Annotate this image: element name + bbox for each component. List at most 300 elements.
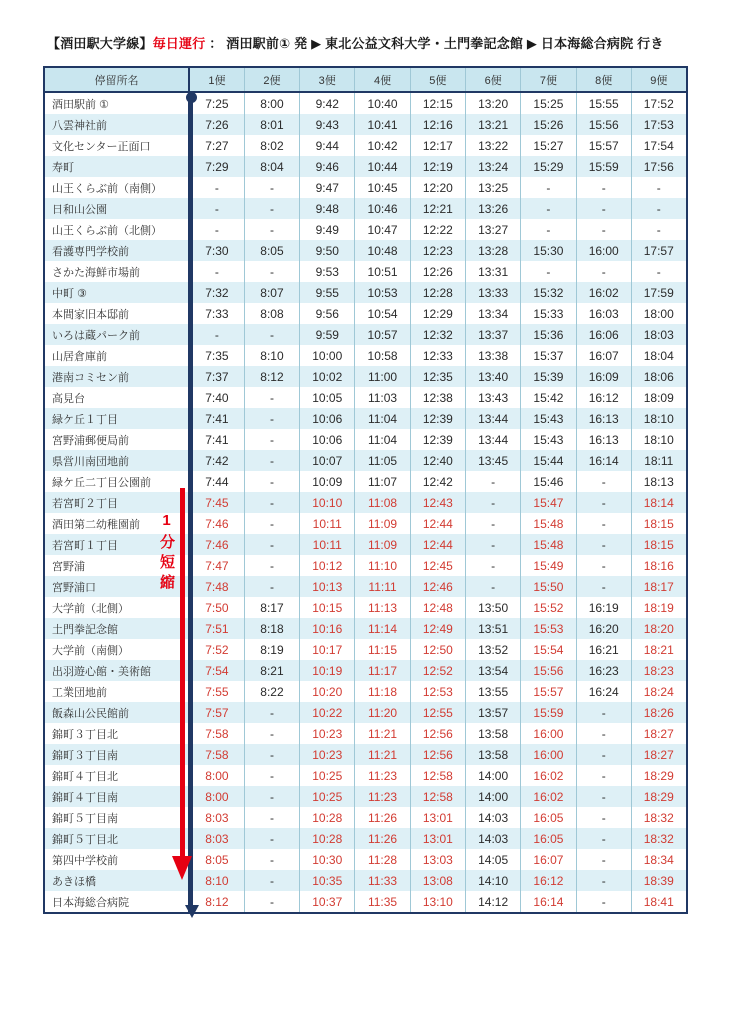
- time-cell: 7:35: [189, 345, 244, 366]
- time-cell: 15:33: [521, 303, 576, 324]
- trip-column-header: 4便: [355, 67, 410, 92]
- time-cell: 9:56: [300, 303, 355, 324]
- time-cell: 8:02: [244, 135, 299, 156]
- stop-row: [44, 219, 687, 240]
- stop-name-cell: 大学前（北側）: [44, 597, 189, 618]
- time-cell: 10:06: [300, 429, 355, 450]
- time-cell: 16:00: [521, 744, 576, 765]
- time-cell: 16:12: [521, 870, 576, 891]
- time-cell: -: [244, 177, 299, 198]
- time-cell: 13:25: [465, 177, 520, 198]
- time-cell: 16:02: [576, 282, 631, 303]
- stop-row: [44, 156, 687, 177]
- stop-row: [44, 177, 687, 198]
- time-cell: 12:26: [410, 261, 465, 282]
- time-cell: 14:05: [465, 849, 520, 870]
- stop-name-cell: 若宮町１丁目: [44, 534, 189, 555]
- stop-name-cell: 若宮町２丁目: [44, 492, 189, 513]
- time-cell: 15:50: [521, 576, 576, 597]
- stop-row: [44, 807, 687, 828]
- time-cell: 8:21: [244, 660, 299, 681]
- timetable-container: [43, 66, 688, 914]
- stop-row: [44, 240, 687, 261]
- time-cell: 13:44: [465, 429, 520, 450]
- time-cell: 15:27: [521, 135, 576, 156]
- time-cell: 7:26: [189, 114, 244, 135]
- title-route-description: 酒田駅前① 発 ▶ 東北公益文科大学・土門拳記念館 ▶ 日本海総合病院 行き: [226, 36, 664, 51]
- time-cell: 18:10: [631, 429, 686, 450]
- trip-column-header: 1便: [189, 67, 244, 92]
- stop-row: [44, 765, 687, 786]
- stop-row: [44, 534, 687, 555]
- time-cell: 9:49: [300, 219, 355, 240]
- stop-name-cell: 港南コミセン前: [44, 366, 189, 387]
- time-cell: -: [576, 870, 631, 891]
- time-cell: 15:52: [521, 597, 576, 618]
- time-cell: 7:42: [189, 450, 244, 471]
- page-title: [47, 33, 664, 52]
- time-cell: 10:48: [355, 240, 410, 261]
- time-cell: 11:14: [355, 618, 410, 639]
- time-cell: 10:46: [355, 198, 410, 219]
- time-cell: 10:19: [300, 660, 355, 681]
- time-cell: 13:01: [410, 807, 465, 828]
- stop-row: [44, 723, 687, 744]
- time-cell: 8:10: [244, 345, 299, 366]
- time-cell: -: [521, 219, 576, 240]
- time-cell: 16:06: [576, 324, 631, 345]
- time-cell: 11:13: [355, 597, 410, 618]
- time-cell: 10:47: [355, 219, 410, 240]
- time-cell: 13:38: [465, 345, 520, 366]
- time-cell: 18:24: [631, 681, 686, 702]
- time-cell: 16:12: [576, 387, 631, 408]
- time-cell: 11:21: [355, 744, 410, 765]
- time-cell: 14:00: [465, 765, 520, 786]
- time-cell: 11:35: [355, 891, 410, 913]
- time-cell: 15:32: [521, 282, 576, 303]
- time-cell: 18:04: [631, 345, 686, 366]
- stop-row: [44, 576, 687, 597]
- shortcut-annotation: 1分短縮: [158, 512, 175, 594]
- time-cell: 8:04: [244, 156, 299, 177]
- stop-row: [44, 849, 687, 870]
- stop-row: [44, 597, 687, 618]
- time-cell: 8:12: [189, 891, 244, 913]
- time-cell: 13:34: [465, 303, 520, 324]
- time-cell: 7:57: [189, 702, 244, 723]
- time-cell: -: [244, 555, 299, 576]
- time-cell: 17:59: [631, 282, 686, 303]
- stop-row: [44, 114, 687, 135]
- time-cell: 9:50: [300, 240, 355, 261]
- stop-row: [44, 198, 687, 219]
- time-cell: -: [465, 576, 520, 597]
- time-cell: 13:52: [465, 639, 520, 660]
- time-cell: 14:03: [465, 807, 520, 828]
- time-cell: 8:03: [189, 807, 244, 828]
- time-cell: 10:41: [355, 114, 410, 135]
- time-cell: 10:06: [300, 408, 355, 429]
- time-cell: 12:50: [410, 639, 465, 660]
- time-cell: 9:46: [300, 156, 355, 177]
- time-cell: 7:32: [189, 282, 244, 303]
- time-cell: 13:55: [465, 681, 520, 702]
- time-cell: 10:07: [300, 450, 355, 471]
- time-cell: -: [576, 807, 631, 828]
- time-cell: 8:08: [244, 303, 299, 324]
- stop-row: [44, 681, 687, 702]
- title-separator: ：: [205, 36, 227, 51]
- time-cell: 7:51: [189, 618, 244, 639]
- time-cell: 12:33: [410, 345, 465, 366]
- shortcut-arrow-line: [180, 488, 185, 856]
- time-cell: 18:26: [631, 702, 686, 723]
- time-cell: 14:00: [465, 786, 520, 807]
- time-cell: 11:23: [355, 765, 410, 786]
- time-cell: 18:15: [631, 513, 686, 534]
- time-cell: 11:04: [355, 408, 410, 429]
- time-cell: 7:33: [189, 303, 244, 324]
- trip-column-header: 6便: [465, 67, 520, 92]
- time-cell: -: [465, 492, 520, 513]
- time-cell: 9:47: [300, 177, 355, 198]
- time-cell: -: [465, 471, 520, 492]
- time-cell: -: [465, 555, 520, 576]
- time-cell: 8:00: [189, 786, 244, 807]
- stop-name-cell: さかた海鮮市場前: [44, 261, 189, 282]
- time-cell: 7:50: [189, 597, 244, 618]
- time-cell: 13:37: [465, 324, 520, 345]
- time-cell: 18:11: [631, 450, 686, 471]
- trip-column-header: 3便: [300, 67, 355, 92]
- time-cell: 11:33: [355, 870, 410, 891]
- time-cell: -: [244, 450, 299, 471]
- time-cell: 11:09: [355, 513, 410, 534]
- time-cell: 12:32: [410, 324, 465, 345]
- time-cell: 7:45: [189, 492, 244, 513]
- trip-column-header: 9便: [631, 67, 686, 92]
- time-cell: 18:32: [631, 807, 686, 828]
- time-cell: -: [189, 219, 244, 240]
- time-cell: 13:45: [465, 450, 520, 471]
- stop-row: [44, 92, 687, 114]
- stop-name-cell: 山王くらぶ前（北側）: [44, 219, 189, 240]
- time-cell: 13:20: [465, 92, 520, 114]
- time-cell: -: [576, 219, 631, 240]
- time-cell: -: [244, 387, 299, 408]
- time-cell: 7:30: [189, 240, 244, 261]
- time-cell: 13:03: [410, 849, 465, 870]
- time-cell: 15:59: [521, 702, 576, 723]
- time-cell: 11:15: [355, 639, 410, 660]
- time-cell: 10:23: [300, 723, 355, 744]
- time-cell: -: [576, 177, 631, 198]
- time-cell: 10:10: [300, 492, 355, 513]
- time-cell: 12:53: [410, 681, 465, 702]
- time-cell: 9:43: [300, 114, 355, 135]
- time-cell: 15:57: [521, 681, 576, 702]
- stop-name-cell: 緑ケ丘１丁目: [44, 408, 189, 429]
- time-cell: 8:05: [244, 240, 299, 261]
- time-cell: -: [576, 513, 631, 534]
- time-cell: 10:02: [300, 366, 355, 387]
- time-cell: 18:17: [631, 576, 686, 597]
- stop-name-cell: 寿町: [44, 156, 189, 177]
- time-cell: -: [576, 534, 631, 555]
- stop-name-cell: 宮野浦口: [44, 576, 189, 597]
- time-cell: 15:42: [521, 387, 576, 408]
- timetable: [43, 66, 688, 914]
- time-cell: -: [244, 702, 299, 723]
- time-cell: 15:25: [521, 92, 576, 114]
- timetable-body: [44, 92, 687, 913]
- time-cell: 13:57: [465, 702, 520, 723]
- time-cell: 10:25: [300, 786, 355, 807]
- stop-row: [44, 429, 687, 450]
- time-cell: 11:10: [355, 555, 410, 576]
- time-cell: 18:20: [631, 618, 686, 639]
- stop-row: [44, 261, 687, 282]
- time-cell: 16:03: [576, 303, 631, 324]
- time-cell: 8:01: [244, 114, 299, 135]
- stop-name-cell: 錦町４丁目南: [44, 786, 189, 807]
- time-cell: 16:13: [576, 429, 631, 450]
- time-cell: 16:13: [576, 408, 631, 429]
- time-cell: 11:23: [355, 786, 410, 807]
- stop-name-cell: 飯森山公民館前: [44, 702, 189, 723]
- time-cell: 18:32: [631, 828, 686, 849]
- time-cell: 12:40: [410, 450, 465, 471]
- time-cell: 15:39: [521, 366, 576, 387]
- time-cell: 12:58: [410, 765, 465, 786]
- stop-row: [44, 387, 687, 408]
- time-cell: 18:03: [631, 324, 686, 345]
- time-cell: 10:15: [300, 597, 355, 618]
- time-cell: 12:35: [410, 366, 465, 387]
- stop-row: [44, 555, 687, 576]
- time-cell: 16:00: [576, 240, 631, 261]
- time-cell: 12:20: [410, 177, 465, 198]
- time-cell: 10:17: [300, 639, 355, 660]
- time-cell: -: [576, 555, 631, 576]
- time-cell: 7:44: [189, 471, 244, 492]
- time-cell: 14:03: [465, 828, 520, 849]
- time-cell: 18:10: [631, 408, 686, 429]
- time-cell: 13:44: [465, 408, 520, 429]
- time-cell: 11:09: [355, 534, 410, 555]
- time-cell: 15:43: [521, 429, 576, 450]
- time-cell: 7:27: [189, 135, 244, 156]
- time-cell: 15:44: [521, 450, 576, 471]
- time-cell: 15:48: [521, 513, 576, 534]
- time-cell: 12:46: [410, 576, 465, 597]
- stop-row: [44, 513, 687, 534]
- time-cell: 18:21: [631, 639, 686, 660]
- time-cell: 16:02: [521, 786, 576, 807]
- time-cell: 10:22: [300, 702, 355, 723]
- time-cell: 18:19: [631, 597, 686, 618]
- time-cell: 15:43: [521, 408, 576, 429]
- time-cell: 11:03: [355, 387, 410, 408]
- time-cell: 10:35: [300, 870, 355, 891]
- time-cell: 7:52: [189, 639, 244, 660]
- stop-row: [44, 408, 687, 429]
- stop-row: [44, 870, 687, 891]
- time-cell: 18:16: [631, 555, 686, 576]
- time-cell: 9:48: [300, 198, 355, 219]
- time-cell: -: [189, 261, 244, 282]
- time-cell: 12:21: [410, 198, 465, 219]
- stop-name-cell: 土門拳記念館: [44, 618, 189, 639]
- time-cell: 18:27: [631, 744, 686, 765]
- stop-row: [44, 324, 687, 345]
- time-cell: 12:22: [410, 219, 465, 240]
- title-line-name: 【酒田駅大学線】: [47, 36, 153, 51]
- time-cell: 13:10: [410, 891, 465, 913]
- stop-row: [44, 618, 687, 639]
- time-cell: 16:14: [576, 450, 631, 471]
- time-cell: 7:55: [189, 681, 244, 702]
- time-cell: 12:43: [410, 492, 465, 513]
- time-cell: -: [631, 177, 686, 198]
- stop-row: [44, 450, 687, 471]
- stop-name-cell: 看護専門学校前: [44, 240, 189, 261]
- time-cell: 15:55: [576, 92, 631, 114]
- time-cell: 16:21: [576, 639, 631, 660]
- time-cell: 13:40: [465, 366, 520, 387]
- stop-row: [44, 702, 687, 723]
- time-cell: 16:14: [521, 891, 576, 913]
- time-cell: 13:27: [465, 219, 520, 240]
- time-cell: 14:10: [465, 870, 520, 891]
- time-cell: 12:17: [410, 135, 465, 156]
- time-cell: -: [244, 471, 299, 492]
- stop-row: [44, 891, 687, 913]
- time-cell: 7:41: [189, 429, 244, 450]
- stop-name-cell: 工業団地前: [44, 681, 189, 702]
- time-cell: -: [244, 219, 299, 240]
- time-cell: 15:48: [521, 534, 576, 555]
- time-cell: 13:21: [465, 114, 520, 135]
- time-cell: 10:57: [355, 324, 410, 345]
- time-cell: 7:40: [189, 387, 244, 408]
- time-cell: 17:57: [631, 240, 686, 261]
- stop-name-cell: いろは蔵パーク前: [44, 324, 189, 345]
- time-cell: 18:14: [631, 492, 686, 513]
- time-cell: 13:43: [465, 387, 520, 408]
- time-cell: -: [189, 177, 244, 198]
- time-cell: -: [244, 408, 299, 429]
- time-cell: 7:54: [189, 660, 244, 681]
- time-cell: 13:08: [410, 870, 465, 891]
- time-cell: 16:05: [521, 828, 576, 849]
- time-cell: 18:23: [631, 660, 686, 681]
- time-cell: 12:52: [410, 660, 465, 681]
- stop-name-cell: 山王くらぶ前（南側）: [44, 177, 189, 198]
- time-cell: 9:42: [300, 92, 355, 114]
- stop-row: [44, 366, 687, 387]
- time-cell: -: [576, 849, 631, 870]
- time-cell: 17:54: [631, 135, 686, 156]
- time-cell: 8:00: [244, 92, 299, 114]
- time-cell: -: [576, 765, 631, 786]
- time-cell: 15:29: [521, 156, 576, 177]
- stop-name-cell: 錦町３丁目北: [44, 723, 189, 744]
- stop-row: [44, 282, 687, 303]
- trip-column-header: 8便: [576, 67, 631, 92]
- time-cell: 15:57: [576, 135, 631, 156]
- time-cell: 17:53: [631, 114, 686, 135]
- time-cell: 12:23: [410, 240, 465, 261]
- time-cell: 15:59: [576, 156, 631, 177]
- stop-name-cell: 宮野浦: [44, 555, 189, 576]
- time-cell: 9:55: [300, 282, 355, 303]
- time-cell: 10:37: [300, 891, 355, 913]
- time-cell: 10:00: [300, 345, 355, 366]
- time-cell: 17:56: [631, 156, 686, 177]
- time-cell: 7:29: [189, 156, 244, 177]
- time-cell: 16:02: [521, 765, 576, 786]
- time-cell: -: [244, 723, 299, 744]
- time-cell: 18:39: [631, 870, 686, 891]
- time-cell: 12:56: [410, 744, 465, 765]
- time-cell: -: [576, 828, 631, 849]
- stop-name-cell: 出羽遊心館・美術館: [44, 660, 189, 681]
- time-cell: 11:26: [355, 807, 410, 828]
- time-cell: 13:51: [465, 618, 520, 639]
- time-cell: 18:41: [631, 891, 686, 913]
- time-cell: 10:28: [300, 828, 355, 849]
- time-cell: 13:26: [465, 198, 520, 219]
- trip-column-header: 2便: [244, 67, 299, 92]
- time-cell: 7:41: [189, 408, 244, 429]
- time-cell: 12:44: [410, 534, 465, 555]
- time-cell: 10:54: [355, 303, 410, 324]
- time-cell: 18:00: [631, 303, 686, 324]
- route-line: [190, 97, 193, 907]
- time-cell: 7:37: [189, 366, 244, 387]
- stop-row: [44, 639, 687, 660]
- stop-column-header: 停留所名: [44, 67, 189, 92]
- time-cell: 10:40: [355, 92, 410, 114]
- time-cell: 8:07: [244, 282, 299, 303]
- time-cell: 12:16: [410, 114, 465, 135]
- time-cell: 10:25: [300, 765, 355, 786]
- time-cell: 18:27: [631, 723, 686, 744]
- time-cell: 10:20: [300, 681, 355, 702]
- time-cell: -: [465, 534, 520, 555]
- stop-name-cell: 山居倉庫前: [44, 345, 189, 366]
- time-cell: 15:47: [521, 492, 576, 513]
- time-cell: 16:05: [521, 807, 576, 828]
- time-cell: 15:37: [521, 345, 576, 366]
- time-cell: 13:50: [465, 597, 520, 618]
- stop-name-cell: 文化センター正面口: [44, 135, 189, 156]
- time-cell: -: [244, 492, 299, 513]
- time-cell: -: [244, 828, 299, 849]
- time-cell: 13:24: [465, 156, 520, 177]
- time-cell: 15:54: [521, 639, 576, 660]
- stop-row: [44, 303, 687, 324]
- time-cell: 10:09: [300, 471, 355, 492]
- route-end-arrow-icon: [185, 905, 199, 918]
- time-cell: 10:05: [300, 387, 355, 408]
- time-cell: 12:38: [410, 387, 465, 408]
- stop-name-cell: 八雲神社前: [44, 114, 189, 135]
- time-cell: 11:08: [355, 492, 410, 513]
- time-cell: -: [631, 198, 686, 219]
